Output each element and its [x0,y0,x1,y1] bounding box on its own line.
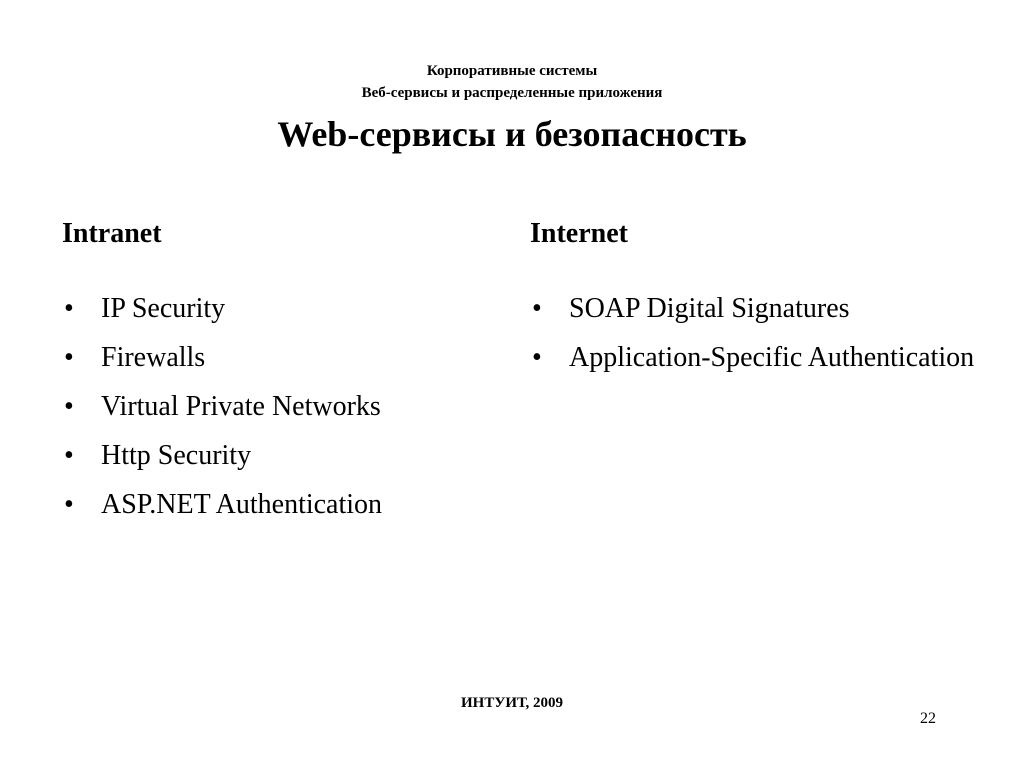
bullet-icon: • [64,293,74,324]
section-title: Веб-сервисы и распределенные приложения [361,85,663,101]
list-item [530,338,990,378]
list-item [62,485,502,525]
list-item [62,436,502,476]
list-item [62,289,502,329]
list-item-text: Firewalls [101,342,206,373]
intranet-bullet-list [62,289,502,525]
bullet-icon: • [64,489,74,520]
bullet-icon: • [64,391,74,422]
list-item-text: SOAP Digital Signatures [569,293,850,324]
slide-header [0,60,1024,156]
list-item [62,387,502,427]
intranet-column [62,214,502,534]
bullet-icon: • [64,440,74,471]
intranet-heading: Intranet [62,218,162,249]
slide-title: Web-сервисы и безопасность [277,114,747,154]
list-item-text: IP Security [101,293,226,324]
page-number: 22 [920,710,936,727]
list-item-text: Application-Specific Authentication [569,342,975,373]
bullet-icon: • [64,342,74,373]
list-item [62,338,502,378]
footer-copyright: ИНТУИТ, 2009 [460,695,564,711]
list-item-text: ASP.NET Authentication [101,489,383,520]
bullet-icon: • [532,293,542,324]
bullet-icon: • [532,342,542,373]
list-item-text: Http Security [101,440,252,471]
internet-column [530,214,990,387]
list-item-text: Virtual Private Networks [101,391,381,422]
course-title: Корпоративные системы [426,63,598,79]
list-item [530,289,990,329]
internet-bullet-list [530,289,990,378]
internet-heading: Internet [530,218,628,249]
